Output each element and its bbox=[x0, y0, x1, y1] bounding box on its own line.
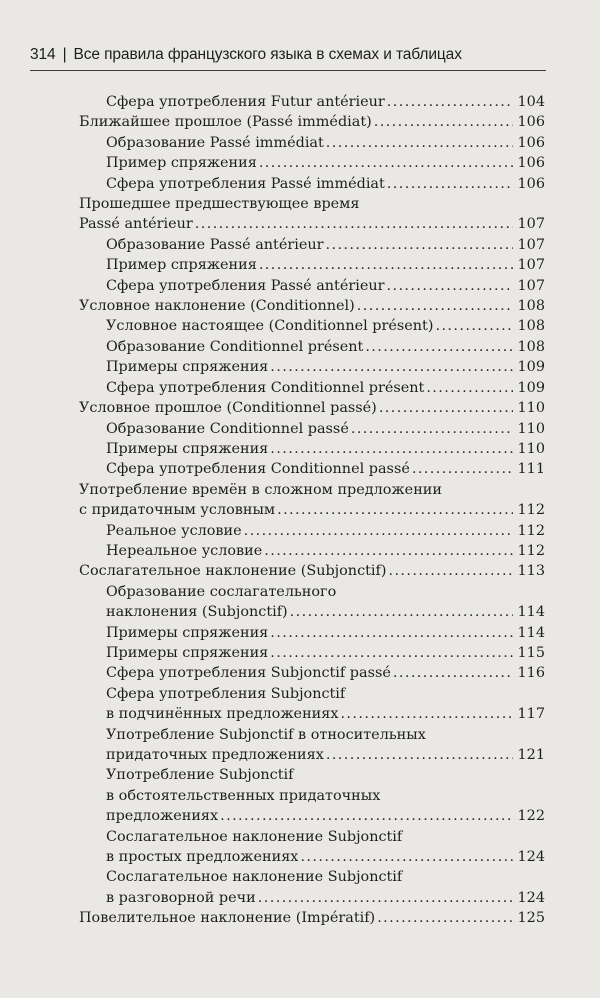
toc-entry-title: Употребление Subjonctif bbox=[106, 767, 294, 784]
toc-entry bbox=[79, 806, 545, 826]
toc-entry-title: Примеры спряжения bbox=[106, 440, 269, 457]
toc-entry-page: 106 bbox=[517, 114, 545, 131]
toc-entry-page: 124 bbox=[517, 849, 545, 866]
toc-entry bbox=[79, 357, 545, 377]
toc-entry-title: Сфера употребления Conditionnel passé bbox=[106, 461, 410, 478]
toc-entry bbox=[79, 378, 545, 398]
toc-entry-title: Примеры спряжения bbox=[106, 644, 269, 661]
dot-leader bbox=[435, 316, 513, 336]
toc-entry-title: Примеры спряжения bbox=[106, 624, 269, 641]
toc-entry-title: в обстоятельственных придаточных bbox=[106, 787, 381, 804]
toc-entry bbox=[79, 255, 545, 275]
dot-leader bbox=[326, 745, 513, 765]
toc-entry bbox=[79, 296, 545, 316]
toc-entry bbox=[79, 174, 545, 194]
toc-entry-title: Сфера употребления Passé antérieur bbox=[106, 277, 385, 294]
toc-entry-page: 107 bbox=[517, 216, 545, 233]
toc-entry-title: Сфера употребления Subjonctif passé bbox=[106, 665, 391, 682]
toc-entry-page: 111 bbox=[517, 461, 545, 478]
dot-leader bbox=[374, 112, 513, 132]
toc-entry-title: Сфера употребления Conditionnel présent bbox=[106, 379, 425, 396]
toc-entry-title: в простых предложениях bbox=[106, 849, 299, 866]
toc-entry bbox=[79, 888, 545, 908]
toc-entry-page: 106 bbox=[517, 134, 545, 151]
book-title: Все правила французского языка в схемах и таблицах bbox=[73, 46, 462, 63]
toc-entry bbox=[79, 561, 545, 581]
dot-leader bbox=[387, 276, 514, 296]
toc-entry bbox=[79, 867, 545, 887]
toc-entry bbox=[79, 153, 545, 173]
toc-entry-page: 121 bbox=[517, 747, 545, 763]
toc-entry-page: 114 bbox=[517, 624, 545, 641]
dot-leader bbox=[270, 623, 513, 643]
dot-leader bbox=[387, 174, 513, 194]
toc-entry bbox=[79, 725, 545, 745]
toc-entry bbox=[79, 92, 545, 112]
toc-entry-title: Прошедшее предшествующее время bbox=[79, 196, 360, 213]
toc-entry-title: Употребление времён в сложном предложении bbox=[79, 481, 442, 498]
toc-entry-title: Примеры спряжения bbox=[106, 359, 269, 376]
dot-leader bbox=[259, 153, 513, 173]
toc-entry-page: 114 bbox=[517, 604, 545, 621]
toc-entry-title: Нереальное условие bbox=[106, 542, 263, 559]
dot-leader bbox=[195, 214, 513, 234]
toc-entry bbox=[79, 541, 545, 561]
toc-entry-title: в разговорной речи bbox=[106, 889, 256, 906]
toc-entry-page: 112 bbox=[517, 502, 545, 519]
toc-entry bbox=[79, 765, 545, 785]
toc-entry-title: Сослагательное наклонение (Subjonctif) bbox=[79, 563, 387, 580]
toc-entry bbox=[79, 214, 545, 234]
dot-leader bbox=[393, 663, 513, 683]
toc-entry-title: Образование Passé antérieur bbox=[106, 236, 324, 253]
toc-entry-page: 109 bbox=[517, 379, 545, 396]
toc-entry-page: 106 bbox=[517, 155, 545, 172]
toc-entry-title: Условное настоящее (Conditionnel présent) bbox=[106, 318, 434, 335]
dot-leader bbox=[277, 500, 513, 520]
dot-leader bbox=[259, 255, 513, 275]
toc-entry-title: Пример спряжения bbox=[106, 257, 257, 274]
dot-leader bbox=[340, 704, 513, 724]
toc-entry-page: 116 bbox=[517, 665, 545, 682]
toc-entry-title: Образование Conditionnel présent bbox=[106, 338, 364, 355]
toc-entry-page: 110 bbox=[517, 420, 545, 437]
toc-entry-title: Ближайшее прошлое (Passé immédiat) bbox=[79, 114, 372, 131]
toc-entry-title: Сфера употребления Subjonctif bbox=[106, 685, 346, 702]
toc-entry bbox=[79, 827, 545, 847]
toc-entry bbox=[79, 786, 545, 806]
toc-entry bbox=[79, 480, 545, 500]
toc-entry-title: с придаточным условным bbox=[79, 502, 276, 519]
toc-entry-title: Образование Conditionnel passé bbox=[106, 420, 349, 437]
toc-entry bbox=[79, 643, 545, 663]
dot-leader bbox=[258, 888, 513, 908]
dot-leader bbox=[377, 908, 513, 928]
dot-leader bbox=[351, 419, 513, 439]
toc-entry bbox=[79, 745, 545, 765]
toc-entry-title: Повелительное наклонение (Impératif) bbox=[79, 910, 376, 927]
toc-entry-page: 115 bbox=[517, 644, 545, 661]
toc-entry-title: Употребление Subjonctif в относительных bbox=[106, 726, 426, 743]
toc-entry bbox=[79, 459, 545, 479]
dot-leader bbox=[244, 521, 513, 541]
toc-entry bbox=[79, 500, 545, 520]
toc-entry bbox=[79, 623, 545, 643]
toc-entry-page: 110 bbox=[517, 400, 545, 417]
dot-leader bbox=[426, 378, 513, 398]
dot-leader bbox=[270, 439, 513, 459]
toc-entry bbox=[79, 398, 545, 418]
page-number: 314 bbox=[30, 46, 56, 63]
toc-entry-page: 110 bbox=[517, 440, 545, 457]
header-separator: | bbox=[62, 46, 67, 63]
dot-leader bbox=[326, 133, 513, 153]
toc-entry-page: 104 bbox=[517, 94, 545, 110]
dot-leader bbox=[388, 561, 513, 581]
toc-entry-page: 112 bbox=[517, 522, 545, 539]
toc-entry bbox=[79, 194, 545, 214]
dot-leader bbox=[220, 806, 513, 826]
toc-entry-title: Passé antérieur bbox=[79, 216, 193, 233]
toc-entry-page: 108 bbox=[517, 298, 545, 315]
toc-entry bbox=[79, 663, 545, 683]
dot-leader bbox=[300, 847, 513, 867]
toc-entry-title: Сфера употребления Passé immédiat bbox=[106, 175, 385, 192]
dot-leader bbox=[290, 602, 513, 622]
toc-entry bbox=[79, 439, 545, 459]
toc-entry-title: Сослагательное наклонение Subjonctif bbox=[106, 869, 403, 886]
toc-entry bbox=[79, 133, 545, 153]
toc-entry bbox=[79, 276, 545, 296]
toc-entry-title: Образование сослагательного bbox=[106, 583, 337, 600]
dot-leader bbox=[270, 357, 513, 377]
toc-entry-page: 107 bbox=[517, 277, 545, 294]
toc-entry bbox=[79, 112, 545, 132]
toc-entry bbox=[79, 582, 545, 602]
toc-entry-title: наклонения (Subjonctif) bbox=[106, 604, 288, 621]
toc-entry-title: придаточных предложениях bbox=[106, 747, 324, 763]
toc-entry bbox=[79, 847, 545, 867]
toc-entry-page: 107 bbox=[517, 236, 545, 253]
table-of-contents bbox=[79, 92, 545, 929]
dot-leader bbox=[412, 459, 513, 479]
toc-entry-page: 108 bbox=[517, 318, 545, 335]
toc-entry bbox=[79, 908, 545, 928]
toc-entry-title: Сослагательное наклонение Subjonctif bbox=[106, 828, 403, 845]
toc-entry bbox=[79, 235, 545, 255]
toc-entry-page: 108 bbox=[517, 338, 545, 355]
dot-leader bbox=[379, 398, 513, 418]
toc-entry-page: 122 bbox=[517, 808, 545, 825]
toc-entry-page: 109 bbox=[517, 359, 545, 376]
toc-entry-page: 124 bbox=[517, 889, 545, 906]
toc-entry bbox=[79, 316, 545, 336]
toc-entry bbox=[79, 704, 545, 724]
toc-entry-title: Условное наклонение (Conditionnel) bbox=[79, 298, 355, 315]
toc-entry-title: Реальное условие bbox=[106, 522, 242, 539]
toc-entry-title: Условное прошлое (Conditionnel passé) bbox=[79, 400, 377, 417]
toc-entry bbox=[79, 521, 545, 541]
toc-entry-title: Образование Passé immédiat bbox=[106, 134, 324, 151]
toc-entry bbox=[79, 602, 545, 622]
toc-entry-page: 112 bbox=[517, 542, 545, 559]
running-header bbox=[30, 44, 546, 71]
dot-leader bbox=[387, 92, 513, 112]
toc-entry-page: 113 bbox=[517, 563, 545, 580]
dot-leader bbox=[365, 337, 513, 357]
toc-entry-page: 107 bbox=[517, 257, 545, 274]
toc-entry-title: предложениях bbox=[106, 808, 219, 825]
toc-entry bbox=[79, 419, 545, 439]
toc-entry-page: 117 bbox=[517, 706, 545, 723]
toc-entry bbox=[79, 337, 545, 357]
dot-leader bbox=[270, 643, 513, 663]
toc-entry bbox=[79, 684, 545, 704]
toc-entry-title: Сфера употребления Futur antérieur bbox=[106, 94, 385, 110]
dot-leader bbox=[326, 235, 514, 255]
toc-entry-title: в подчинённых предложениях bbox=[106, 706, 339, 723]
dot-leader bbox=[264, 541, 513, 561]
dot-leader bbox=[357, 296, 513, 316]
toc-entry-page: 106 bbox=[517, 175, 545, 192]
toc-entry-page: 125 bbox=[517, 910, 545, 927]
toc-entry-title: Пример спряжения bbox=[106, 155, 257, 172]
